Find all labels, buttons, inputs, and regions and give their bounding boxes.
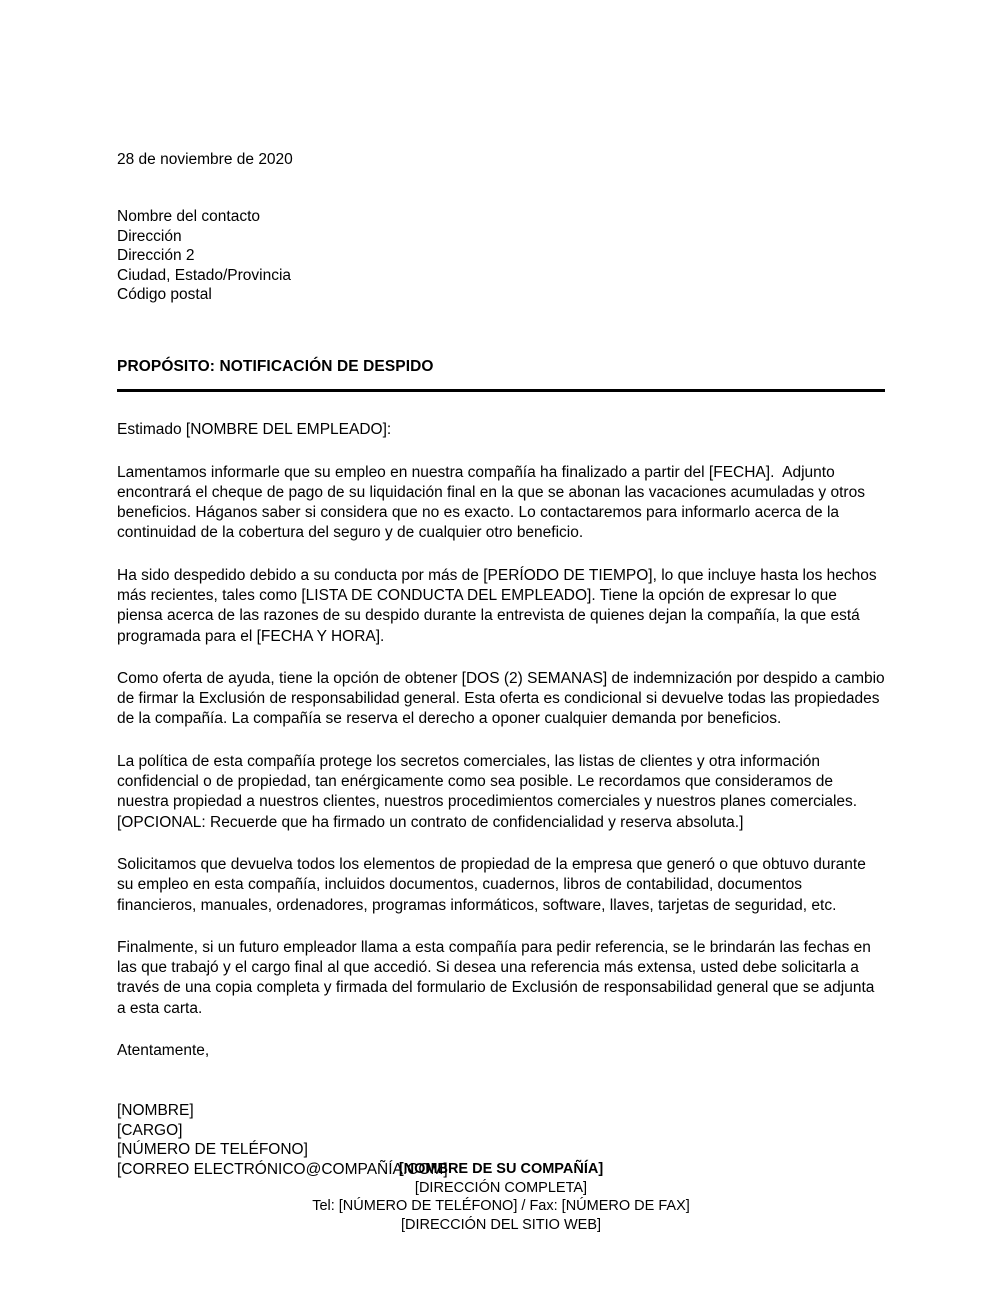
body-paragraph: La política de esta compañía protege los secretos comerciales, las listas de clientes y otra información confidencial o de propiedad, tan enérgicamente como sea posible. Le recordamos que consideramos de nuestra propiedad a nuestros clientes, nuestros procedimientos comerciales y nuestros planes comerciales. [OPCIONAL: Recuerde que ha firmado un contrato de confidencialidad y reserva absoluta.]: [117, 752, 862, 831]
body-paragraphs: [117, 463, 889, 1020]
letter-date: 28 de noviembre de 2020: [117, 151, 293, 168]
recipient-line-postal-code: Código postal: [117, 286, 212, 303]
recipient-line-city-state: Ciudad, Estado/Provincia: [117, 266, 292, 284]
body-paragraph: Ha sido despedido debido a su conducta por más de [PERÍODO DE TIEMPO], lo que incluye hasta los hechos más recientes, tales como [LISTA DE CONDUCTA DEL EMPLEADO]. Tiene la opción de expresar lo que piensa acerca de las razones de su despido durante la entrevista de quienes dejan la compañía, la que está programada para el [FECHA Y HORA].: [117, 566, 881, 645]
body-paragraph: Solicitamos que devuelva todos los elementos de propiedad de la empresa que generó o que obtuvo durante su empleo en esta compañía, incluidos documentos, cuadernos, libros de contabilidad, documentos financieros, manuales, ordenadores, programas informáticos, software, llaves, tarjetas de seguridad, etc.: [117, 855, 871, 914]
closing-salutation: Atentamente,: [117, 1042, 210, 1060]
body-paragraph: Como oferta de ayuda, tiene la opción de obtener [DOS (2) SEMANAS] de indemnización por despido a cambio de firmar la Exclusión de responsabilidad general. Esta oferta es condicional si devuelve todas las propiedades de la compañía. La compañía se reserva el derecho a oponer cualquier demanda por beneficios.: [117, 669, 889, 728]
letter-body: [117, 150, 889, 1179]
recipient-line-name: Nombre del contacto: [117, 208, 261, 225]
body-paragraph: Finalmente, si un futuro empleador llama a esta compañía para pedir referencia, se le brindarán las fechas en las que trabajó y el cargo final al que accedió. Si desea una referencia más extensa, usted debe solicitarla a través de una copia completa y firmada del formulario de Exclusión de responsabilidad general que se adjunta a esta carta.: [117, 938, 879, 1017]
recipient-address-block: [117, 207, 885, 305]
document-title: PROPÓSITO: NOTIFICACIÓN DE DESPIDO: [117, 357, 434, 375]
recipient-line-address2: Dirección 2: [117, 247, 195, 264]
signature-line-title: [CARGO]: [117, 1121, 183, 1139]
signature-line-name: [NOMBRE]: [117, 1102, 194, 1120]
signature-line-email: [CORREO ELECTRÓNICO@COMPAÑÍA.COM]: [117, 1160, 448, 1178]
recipient-line-address1: Dirección: [117, 227, 182, 245]
footer-company-name: [NOMBRE DE SU COMPAÑÍA]: [398, 1161, 604, 1177]
page-footer: [117, 1160, 885, 1234]
footer-phone-fax: Tel: [NÚMERO DE TELÉFONO] / Fax: [NÚMERO DE FAX]: [312, 1198, 690, 1214]
footer-address: [DIRECCIÓN COMPLETA]: [414, 1179, 588, 1196]
salutation: Estimado [NOMBRE DEL EMPLEADO]:: [117, 420, 392, 438]
title-divider-rule: [117, 389, 885, 392]
footer-website: [DIRECCIÓN DEL SITIO WEB]: [400, 1216, 602, 1233]
signature-line-phone: [NÚMERO DE TELÉFONO]: [117, 1141, 308, 1159]
body-paragraph: Lamentamos informarle que su empleo en nuestra compañía ha finalizado a partir del [FECHA]. Adjunto encontrará el cheque de pago de su liquidación final en la que se abonan las vacaciones acumuladas y otros beneficios. Háganos saber si considera que no es exacto. Lo contactaremos para informarlo acerca de la continuidad de la cobertura del seguro y de cualquier otro beneficio.: [117, 463, 870, 542]
